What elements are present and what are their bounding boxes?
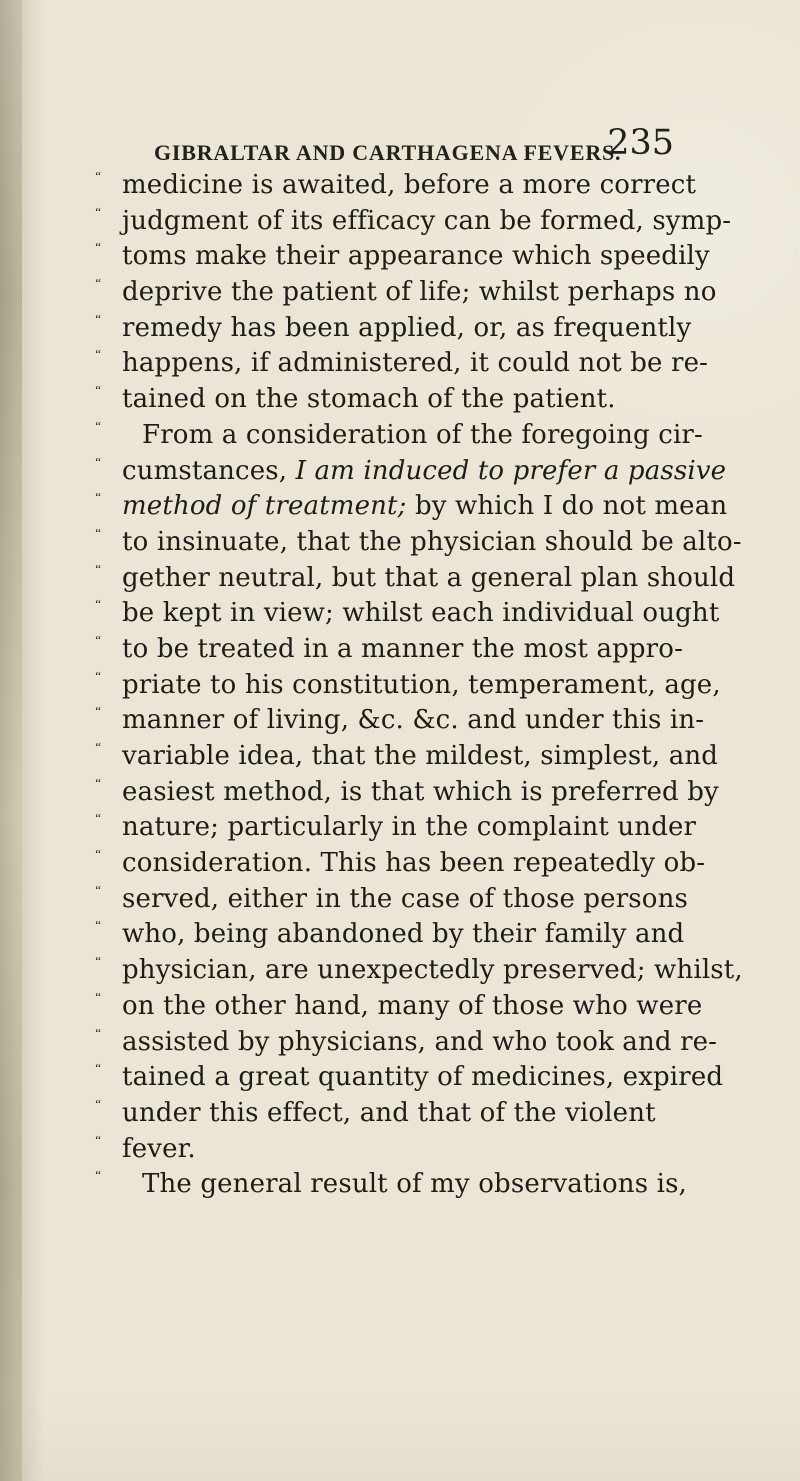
quote-mark: “ bbox=[94, 1060, 102, 1076]
quote-mark: “ bbox=[94, 881, 102, 897]
quote-mark: “ bbox=[94, 988, 102, 1004]
text-line bbox=[94, 1096, 770, 1132]
text-line bbox=[94, 525, 770, 561]
quote-mark: “ bbox=[94, 489, 102, 505]
line-text: deprive the patient of life; whilst perhaps no bbox=[122, 277, 717, 308]
quote-mark: “ bbox=[94, 667, 102, 683]
line-text: tained a great quantity of medicines, expired bbox=[122, 1062, 724, 1093]
line-text: judgment of its efficacy can be formed, symp- bbox=[122, 205, 732, 236]
text-line bbox=[94, 346, 770, 382]
quote-mark: “ bbox=[94, 739, 102, 754]
quote-mark: “ bbox=[94, 703, 102, 719]
page-header bbox=[154, 123, 674, 170]
quote-mark: “ bbox=[94, 810, 102, 826]
line-text: gether neutral, but that a general plan should bbox=[122, 562, 736, 593]
quote-mark: “ bbox=[94, 524, 102, 540]
line-text: on the other hand, many of those who were bbox=[122, 990, 703, 1021]
quote-mark: “ bbox=[94, 846, 102, 862]
line-text: cumstances, I am induced to prefer a passive bbox=[122, 455, 727, 486]
text-line bbox=[94, 489, 770, 525]
line-text: who, being abandoned by their family and bbox=[122, 919, 685, 950]
line-text: served, either in the case of those persons bbox=[122, 883, 688, 914]
text-line bbox=[94, 275, 770, 311]
line-text: assisted by physicians, and who took and re- bbox=[122, 1026, 718, 1057]
quote-mark: “ bbox=[94, 453, 102, 469]
line-text: tained on the stomach of the patient. bbox=[122, 384, 616, 415]
line-text: be kept in view; whilst each individual ought bbox=[122, 598, 720, 629]
text-line bbox=[94, 168, 770, 204]
page-edge-shadow bbox=[0, 0, 22, 1481]
line-text: happens, if administered, it could not be re- bbox=[122, 348, 709, 379]
bottom-fade bbox=[0, 1391, 800, 1481]
body-text bbox=[94, 168, 770, 1203]
quote-mark: “ bbox=[94, 239, 102, 255]
line-text: to insinuate, that the physician should be alto- bbox=[122, 526, 742, 557]
line-text: nature; particularly in the complaint under bbox=[122, 812, 697, 843]
quote-mark: “ bbox=[94, 310, 102, 326]
text-line bbox=[94, 311, 770, 347]
italic-emphasis: I am induced to prefer a passive bbox=[295, 455, 727, 486]
text-line bbox=[94, 846, 770, 882]
text-line bbox=[94, 739, 770, 775]
text-line bbox=[94, 775, 770, 811]
quote-mark: “ bbox=[94, 382, 102, 398]
text-line bbox=[94, 632, 770, 668]
quote-mark: “ bbox=[94, 631, 102, 647]
line-text: under this effect, and that of the violent bbox=[122, 1097, 656, 1128]
quote-mark: “ bbox=[94, 1131, 102, 1147]
page-number: 235 bbox=[607, 123, 674, 163]
text-line bbox=[94, 703, 770, 739]
running-head: GIBRALTAR AND CARTHAGENA FEVERS. bbox=[154, 140, 622, 165]
italic-emphasis: method of treatment; bbox=[122, 491, 407, 522]
line-text: to be treated in a manner the most appro- bbox=[122, 633, 683, 664]
text-line bbox=[94, 1025, 770, 1061]
quote-mark: “ bbox=[94, 417, 102, 433]
text-line bbox=[94, 989, 770, 1025]
quote-mark: “ bbox=[94, 275, 102, 291]
quote-mark: “ bbox=[94, 1095, 102, 1111]
text-line bbox=[94, 239, 770, 275]
line-text: priate to his constitution, temperament, age, bbox=[122, 669, 721, 700]
line-text: From a consideration of the foregoing cir- bbox=[142, 419, 703, 450]
text-line bbox=[94, 1060, 770, 1096]
quote-mark: “ bbox=[94, 168, 102, 183]
line-text: variable idea, that the mildest, simplest, and bbox=[122, 741, 719, 771]
line-text: manner of living, &c. &c. and under this in- bbox=[122, 705, 705, 736]
text-line bbox=[94, 1132, 770, 1168]
line-text: physician, are unexpectedly preserved; whilst, bbox=[122, 955, 743, 986]
text-line bbox=[94, 810, 770, 846]
line-text: medicine is awaited, before a more correct bbox=[122, 170, 697, 200]
text-line bbox=[94, 454, 770, 490]
quote-mark: “ bbox=[94, 1167, 102, 1183]
text-line bbox=[94, 882, 770, 918]
text-line bbox=[94, 204, 770, 240]
line-text: The general result of my observations is, bbox=[142, 1169, 687, 1200]
quote-mark: “ bbox=[94, 560, 102, 576]
quote-mark: “ bbox=[94, 774, 102, 790]
text-line bbox=[94, 418, 770, 454]
line-text: remedy has been applied, or, as frequently bbox=[122, 312, 692, 343]
quote-mark: “ bbox=[94, 346, 102, 362]
line-text: consideration. This has been repeatedly ob- bbox=[122, 848, 706, 879]
text-line bbox=[94, 668, 770, 704]
line-text: toms make their appearance which speedily bbox=[122, 241, 710, 272]
text-line bbox=[94, 382, 770, 418]
quote-mark: “ bbox=[94, 203, 102, 219]
text-line bbox=[94, 953, 770, 989]
text-line bbox=[94, 561, 770, 597]
quote-mark: “ bbox=[94, 917, 102, 933]
text-line bbox=[94, 596, 770, 632]
line-text: easiest method, is that which is preferred by bbox=[122, 776, 719, 807]
line-text: method of treatment; by which I do not mean bbox=[122, 491, 728, 522]
quote-mark: “ bbox=[94, 1024, 102, 1040]
text-line bbox=[94, 1167, 770, 1203]
line-text: fever. bbox=[122, 1133, 196, 1164]
quote-mark: “ bbox=[94, 596, 102, 612]
quote-mark: “ bbox=[94, 953, 102, 969]
text-line bbox=[94, 917, 770, 953]
